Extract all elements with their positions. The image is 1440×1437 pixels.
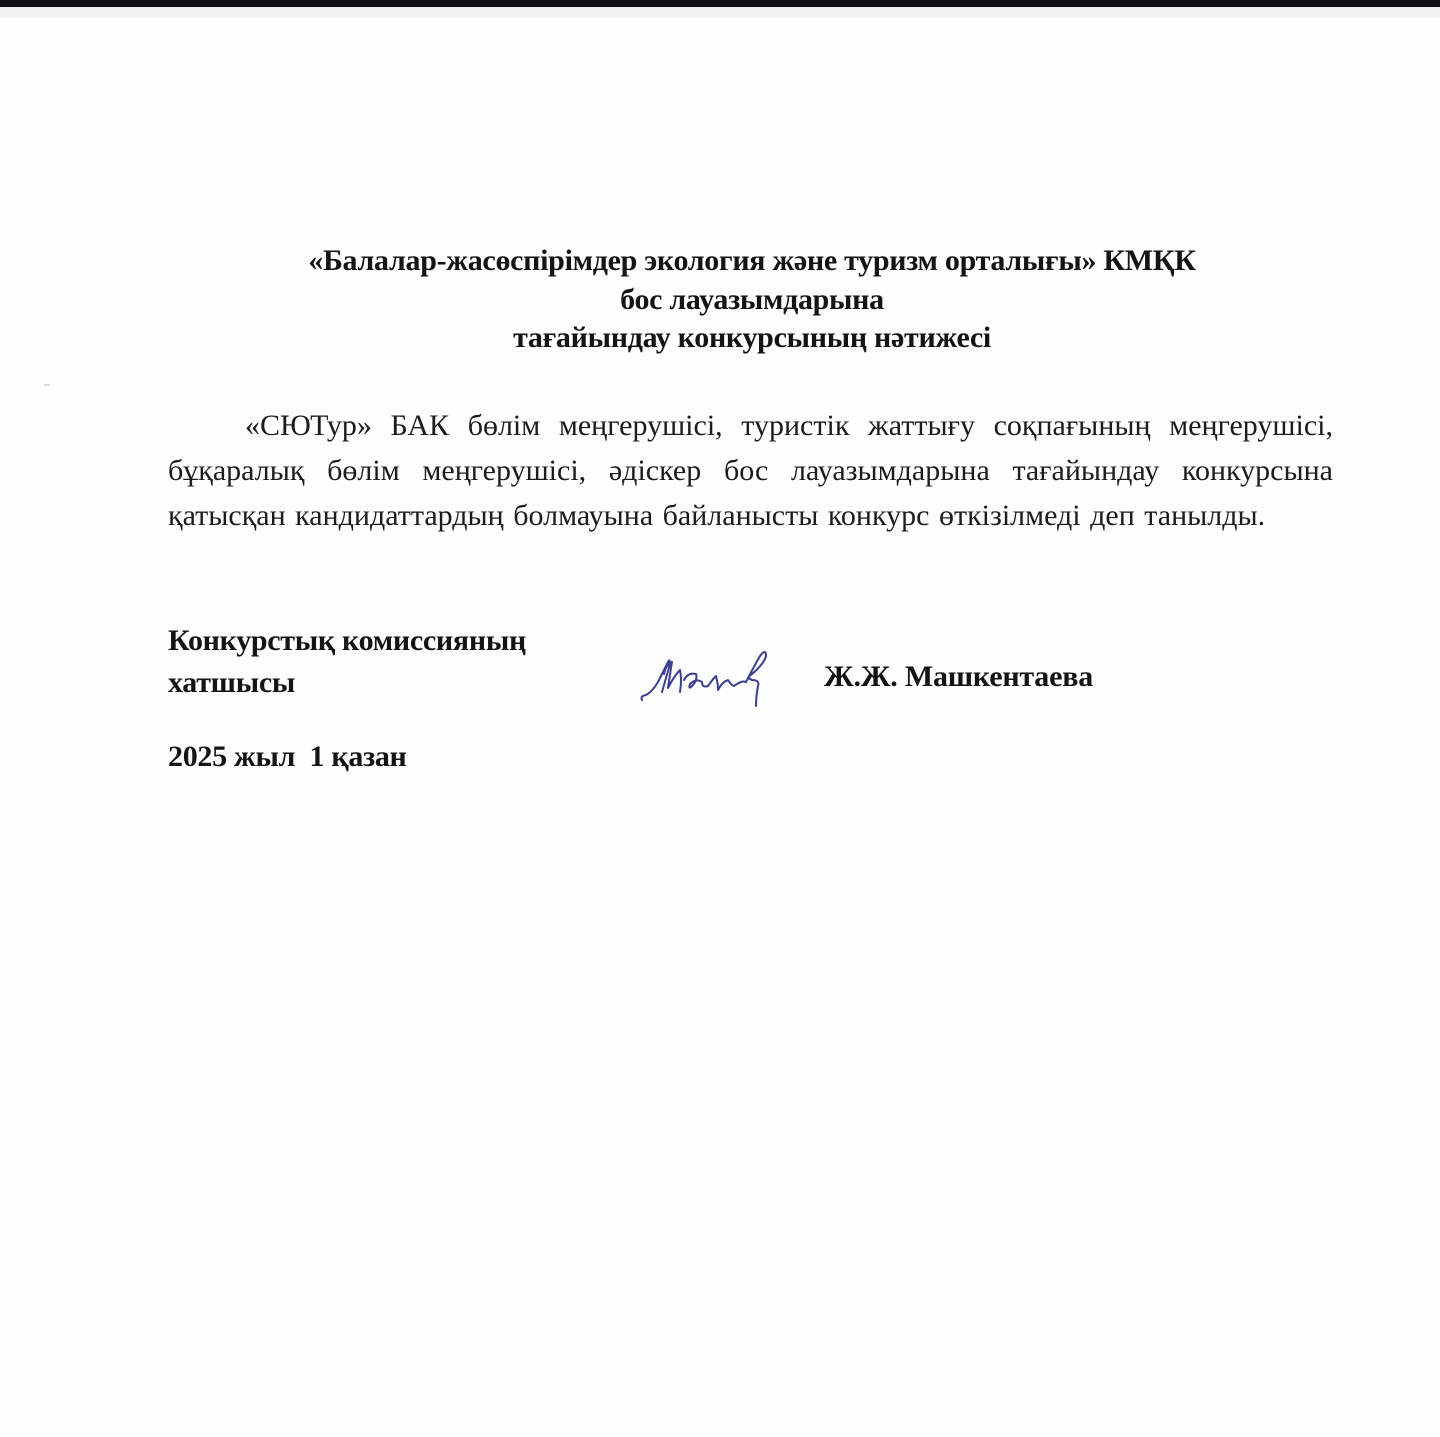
body-paragraph-text: «СЮТур» БАК бөлім меңгерушісі, туристік жаттығу соқпағының меңгерушісі, бұқаралық бөлім меңгерушісі, әдіскер бос лауазымдарына тағайындау конкурсына қатысқан кандидаттардың болмауына байланысты конкурс өткізілмеді деп танылды. — [168, 409, 1333, 532]
title-line-3: тағайындау конкурсының нәтижесі — [513, 321, 991, 354]
title-line-2: бос лауазымдарына — [620, 282, 884, 316]
scanned-document-page — [0, 18, 1440, 1437]
window-top-bar — [0, 0, 1440, 7]
body-paragraph — [168, 404, 1333, 538]
document-date: 2025 жыл 1 қазан — [168, 740, 407, 773]
signatory-name: Ж.Ж. Машкентаева — [824, 660, 1094, 693]
document-title — [0, 242, 1440, 358]
handwritten-signature-icon — [636, 640, 786, 712]
signatory-role-line-1: Конкурстық комиссияның — [168, 624, 526, 657]
window-top-strip — [0, 7, 1440, 18]
signatory-role-line-2: хатшысы — [168, 666, 295, 699]
signatory-role — [168, 620, 526, 704]
scan-speck — [44, 384, 50, 386]
title-line-1: «Балалар-жасөспірімдер экология және туризм орталығы» КМҚК — [308, 244, 1196, 277]
